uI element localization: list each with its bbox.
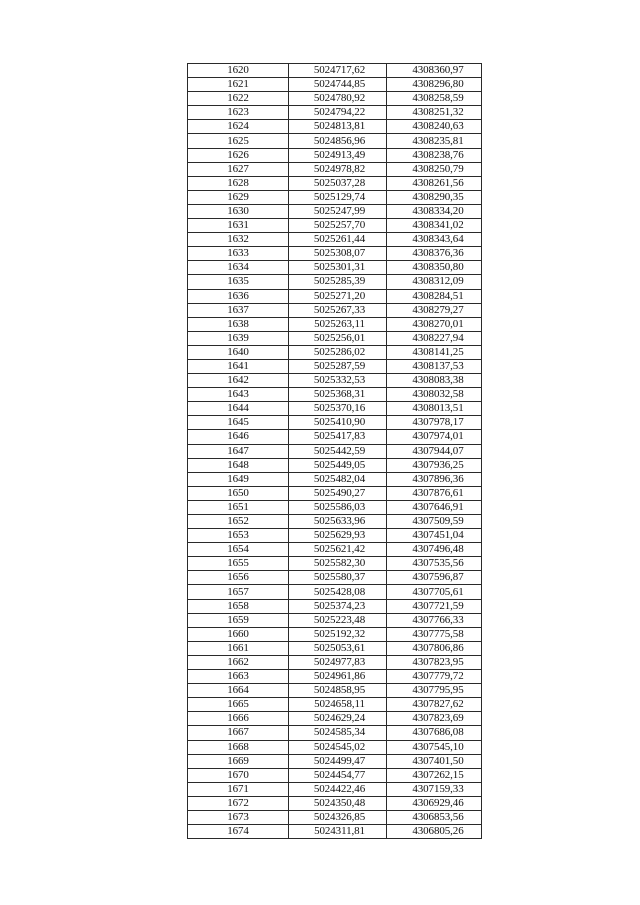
table-row [188, 557, 482, 571]
x-coordinate-cell: 5025417,83 [289, 430, 387, 444]
x-coordinate-cell: 5025332,53 [289, 374, 387, 388]
point-number-cell: 1625 [188, 134, 289, 148]
y-coordinate-cell: 4308227,94 [387, 331, 482, 345]
x-coordinate-cell: 5024913,49 [289, 148, 387, 162]
point-number-cell: 1652 [188, 515, 289, 529]
point-number-cell: 1660 [188, 627, 289, 641]
table-row [188, 430, 482, 444]
y-coordinate-cell: 4308261,56 [387, 176, 482, 190]
point-number-cell: 1631 [188, 219, 289, 233]
x-coordinate-cell: 5025586,03 [289, 500, 387, 514]
table-row [188, 261, 482, 275]
y-coordinate-cell: 4307646,91 [387, 500, 482, 514]
x-coordinate-cell: 5025629,93 [289, 529, 387, 543]
point-number-cell: 1665 [188, 698, 289, 712]
y-coordinate-cell: 4308341,02 [387, 219, 482, 233]
y-coordinate-cell: 4308279,27 [387, 303, 482, 317]
table-row [188, 543, 482, 557]
y-coordinate-cell: 4307159,33 [387, 782, 482, 796]
y-coordinate-cell: 4307974,01 [387, 430, 482, 444]
point-number-cell: 1661 [188, 641, 289, 655]
table-row [188, 712, 482, 726]
y-coordinate-cell: 4307823,95 [387, 655, 482, 669]
table-row [188, 317, 482, 331]
point-number-cell: 1621 [188, 78, 289, 92]
x-coordinate-cell: 5025580,37 [289, 571, 387, 585]
x-coordinate-cell: 5025223,48 [289, 613, 387, 627]
x-coordinate-cell: 5025633,96 [289, 515, 387, 529]
y-coordinate-cell: 4308290,35 [387, 190, 482, 204]
y-coordinate-cell: 4307545,10 [387, 740, 482, 754]
x-coordinate-cell: 5024813,81 [289, 120, 387, 134]
point-number-cell: 1640 [188, 345, 289, 359]
table-row [188, 444, 482, 458]
x-coordinate-cell: 5025286,02 [289, 345, 387, 359]
point-number-cell: 1630 [188, 204, 289, 218]
point-number-cell: 1666 [188, 712, 289, 726]
x-coordinate-cell: 5024326,85 [289, 810, 387, 824]
x-coordinate-cell: 5025037,28 [289, 176, 387, 190]
point-number-cell: 1657 [188, 585, 289, 599]
table-row [188, 754, 482, 768]
x-coordinate-cell: 5025267,33 [289, 303, 387, 317]
point-number-cell: 1653 [188, 529, 289, 543]
y-coordinate-cell: 4307705,61 [387, 585, 482, 599]
table-row [188, 585, 482, 599]
y-coordinate-cell: 4306853,56 [387, 810, 482, 824]
y-coordinate-cell: 4307775,58 [387, 627, 482, 641]
table-row [188, 599, 482, 613]
point-number-cell: 1620 [188, 64, 289, 78]
y-coordinate-cell: 4308137,53 [387, 359, 482, 373]
table-row [188, 782, 482, 796]
table-row [188, 500, 482, 514]
y-coordinate-cell: 4307779,72 [387, 670, 482, 684]
table-row [188, 486, 482, 500]
point-number-cell: 1638 [188, 317, 289, 331]
y-coordinate-cell: 4307896,36 [387, 472, 482, 486]
x-coordinate-cell: 5025308,07 [289, 247, 387, 261]
y-coordinate-cell: 4308284,51 [387, 289, 482, 303]
x-coordinate-cell: 5025370,16 [289, 402, 387, 416]
y-coordinate-cell: 4308013,51 [387, 402, 482, 416]
y-coordinate-cell: 4307944,07 [387, 444, 482, 458]
table-row [188, 627, 482, 641]
point-number-cell: 1658 [188, 599, 289, 613]
y-coordinate-cell: 4307535,56 [387, 557, 482, 571]
point-number-cell: 1651 [188, 500, 289, 514]
point-number-cell: 1626 [188, 148, 289, 162]
point-number-cell: 1639 [188, 331, 289, 345]
table-row [188, 345, 482, 359]
y-coordinate-cell: 4308083,38 [387, 374, 482, 388]
table-row [188, 120, 482, 134]
x-coordinate-cell: 5024350,48 [289, 796, 387, 810]
point-number-cell: 1635 [188, 275, 289, 289]
point-number-cell: 1648 [188, 458, 289, 472]
y-coordinate-cell: 4308334,20 [387, 204, 482, 218]
x-coordinate-cell: 5024978,82 [289, 162, 387, 176]
table-row [188, 698, 482, 712]
table-row [188, 176, 482, 190]
x-coordinate-cell: 5025582,30 [289, 557, 387, 571]
point-number-cell: 1649 [188, 472, 289, 486]
x-coordinate-cell: 5025129,74 [289, 190, 387, 204]
point-number-cell: 1667 [188, 726, 289, 740]
table-row [188, 303, 482, 317]
x-coordinate-cell: 5024658,11 [289, 698, 387, 712]
x-coordinate-cell: 5024454,77 [289, 768, 387, 782]
point-number-cell: 1650 [188, 486, 289, 500]
y-coordinate-cell: 4308343,64 [387, 233, 482, 247]
table-row [188, 388, 482, 402]
table-row [188, 106, 482, 120]
y-coordinate-cell: 4308270,01 [387, 317, 482, 331]
x-coordinate-cell: 5024977,83 [289, 655, 387, 669]
point-number-cell: 1634 [188, 261, 289, 275]
point-number-cell: 1627 [188, 162, 289, 176]
table-row [188, 458, 482, 472]
y-coordinate-cell: 4307451,04 [387, 529, 482, 543]
x-coordinate-cell: 5025428,08 [289, 585, 387, 599]
table-row [188, 796, 482, 810]
y-coordinate-cell: 4307721,59 [387, 599, 482, 613]
x-coordinate-cell: 5024629,24 [289, 712, 387, 726]
table-row [188, 359, 482, 373]
table-row [188, 247, 482, 261]
x-coordinate-cell: 5025490,27 [289, 486, 387, 500]
x-coordinate-cell: 5024422,46 [289, 782, 387, 796]
point-number-cell: 1672 [188, 796, 289, 810]
point-number-cell: 1637 [188, 303, 289, 317]
x-coordinate-cell: 5025287,59 [289, 359, 387, 373]
table-row [188, 641, 482, 655]
x-coordinate-cell: 5025410,90 [289, 416, 387, 430]
x-coordinate-cell: 5025285,39 [289, 275, 387, 289]
x-coordinate-cell: 5025256,01 [289, 331, 387, 345]
point-number-cell: 1628 [188, 176, 289, 190]
x-coordinate-cell: 5025263,11 [289, 317, 387, 331]
point-number-cell: 1654 [188, 543, 289, 557]
x-coordinate-cell: 5025271,20 [289, 289, 387, 303]
point-number-cell: 1668 [188, 740, 289, 754]
y-coordinate-cell: 4307496,48 [387, 543, 482, 557]
coordinates-table [187, 63, 482, 839]
table-row [188, 529, 482, 543]
x-coordinate-cell: 5024961,86 [289, 670, 387, 684]
y-coordinate-cell: 4307509,59 [387, 515, 482, 529]
point-number-cell: 1633 [188, 247, 289, 261]
table-row [188, 515, 482, 529]
table-row [188, 162, 482, 176]
y-coordinate-cell: 4308250,79 [387, 162, 482, 176]
y-coordinate-cell: 4307806,86 [387, 641, 482, 655]
x-coordinate-cell: 5025482,04 [289, 472, 387, 486]
x-coordinate-cell: 5025192,32 [289, 627, 387, 641]
table-row [188, 571, 482, 585]
x-coordinate-cell: 5024311,81 [289, 825, 387, 839]
y-coordinate-cell: 4308258,59 [387, 92, 482, 106]
table-row [188, 78, 482, 92]
table-row [188, 726, 482, 740]
y-coordinate-cell: 4308350,80 [387, 261, 482, 275]
y-coordinate-cell: 4307795,95 [387, 684, 482, 698]
point-number-cell: 1632 [188, 233, 289, 247]
y-coordinate-cell: 4307827,62 [387, 698, 482, 712]
x-coordinate-cell: 5024858,95 [289, 684, 387, 698]
table-row [188, 472, 482, 486]
table-row [188, 768, 482, 782]
table-row [188, 233, 482, 247]
x-coordinate-cell: 5025449,05 [289, 458, 387, 472]
table-row [188, 416, 482, 430]
x-coordinate-cell: 5024780,92 [289, 92, 387, 106]
y-coordinate-cell: 4308296,80 [387, 78, 482, 92]
x-coordinate-cell: 5025442,59 [289, 444, 387, 458]
x-coordinate-cell: 5024794,22 [289, 106, 387, 120]
table-row [188, 134, 482, 148]
y-coordinate-cell: 4306929,46 [387, 796, 482, 810]
x-coordinate-cell: 5025053,61 [289, 641, 387, 655]
point-number-cell: 1662 [188, 655, 289, 669]
table-row [188, 670, 482, 684]
y-coordinate-cell: 4307978,17 [387, 416, 482, 430]
x-coordinate-cell: 5024744,85 [289, 78, 387, 92]
x-coordinate-cell: 5025257,70 [289, 219, 387, 233]
y-coordinate-cell: 4308376,36 [387, 247, 482, 261]
x-coordinate-cell: 5025301,31 [289, 261, 387, 275]
point-number-cell: 1644 [188, 402, 289, 416]
x-coordinate-cell: 5024545,02 [289, 740, 387, 754]
y-coordinate-cell: 4308312,09 [387, 275, 482, 289]
y-coordinate-cell: 4307596,87 [387, 571, 482, 585]
point-number-cell: 1641 [188, 359, 289, 373]
y-coordinate-cell: 4308251,32 [387, 106, 482, 120]
point-number-cell: 1674 [188, 825, 289, 839]
y-coordinate-cell: 4307936,25 [387, 458, 482, 472]
point-number-cell: 1629 [188, 190, 289, 204]
x-coordinate-cell: 5024499,47 [289, 754, 387, 768]
point-number-cell: 1655 [188, 557, 289, 571]
table-row [188, 613, 482, 627]
x-coordinate-cell: 5025621,42 [289, 543, 387, 557]
point-number-cell: 1646 [188, 430, 289, 444]
table-row [188, 64, 482, 78]
point-number-cell: 1647 [188, 444, 289, 458]
y-coordinate-cell: 4308240,63 [387, 120, 482, 134]
coordinates-table-body [188, 64, 482, 839]
x-coordinate-cell: 5024717,62 [289, 64, 387, 78]
table-row [188, 331, 482, 345]
point-number-cell: 1623 [188, 106, 289, 120]
y-coordinate-cell: 4308032,58 [387, 388, 482, 402]
x-coordinate-cell: 5024585,34 [289, 726, 387, 740]
y-coordinate-cell: 4307686,08 [387, 726, 482, 740]
y-coordinate-cell: 4308235,81 [387, 134, 482, 148]
y-coordinate-cell: 4307401,50 [387, 754, 482, 768]
point-number-cell: 1624 [188, 120, 289, 134]
table-row [188, 825, 482, 839]
y-coordinate-cell: 4306805,26 [387, 825, 482, 839]
table-row [188, 655, 482, 669]
point-number-cell: 1636 [188, 289, 289, 303]
table-row [188, 148, 482, 162]
point-number-cell: 1669 [188, 754, 289, 768]
x-coordinate-cell: 5025261,44 [289, 233, 387, 247]
table-row [188, 810, 482, 824]
x-coordinate-cell: 5024856,96 [289, 134, 387, 148]
table-row [188, 204, 482, 218]
x-coordinate-cell: 5025368,31 [289, 388, 387, 402]
y-coordinate-cell: 4307876,61 [387, 486, 482, 500]
point-number-cell: 1671 [188, 782, 289, 796]
point-number-cell: 1622 [188, 92, 289, 106]
y-coordinate-cell: 4307262,15 [387, 768, 482, 782]
point-number-cell: 1664 [188, 684, 289, 698]
table-row [188, 275, 482, 289]
y-coordinate-cell: 4308238,76 [387, 148, 482, 162]
point-number-cell: 1645 [188, 416, 289, 430]
point-number-cell: 1659 [188, 613, 289, 627]
table-row [188, 740, 482, 754]
table-row [188, 289, 482, 303]
point-number-cell: 1656 [188, 571, 289, 585]
x-coordinate-cell: 5025247,99 [289, 204, 387, 218]
table-row [188, 684, 482, 698]
y-coordinate-cell: 4307766,33 [387, 613, 482, 627]
y-coordinate-cell: 4308141,25 [387, 345, 482, 359]
table-row [188, 190, 482, 204]
table-row [188, 219, 482, 233]
y-coordinate-cell: 4307823,69 [387, 712, 482, 726]
x-coordinate-cell: 5025374,23 [289, 599, 387, 613]
table-row [188, 92, 482, 106]
point-number-cell: 1663 [188, 670, 289, 684]
point-number-cell: 1670 [188, 768, 289, 782]
point-number-cell: 1643 [188, 388, 289, 402]
point-number-cell: 1642 [188, 374, 289, 388]
table-row [188, 374, 482, 388]
y-coordinate-cell: 4308360,97 [387, 64, 482, 78]
point-number-cell: 1673 [188, 810, 289, 824]
table-row [188, 402, 482, 416]
